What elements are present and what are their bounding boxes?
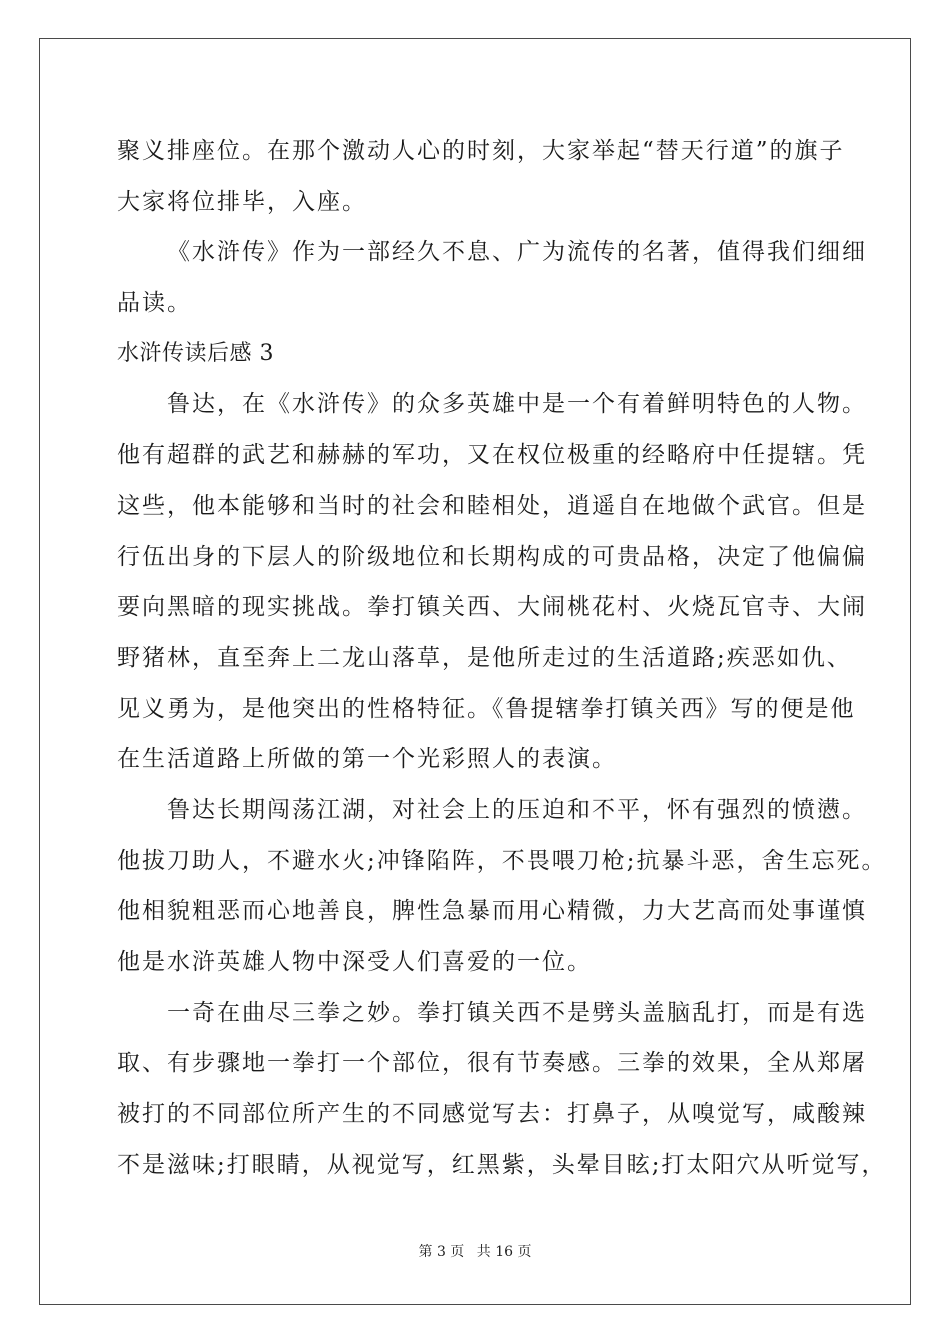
text-line: 在生活道路上所做的第一个光彩照人的表演。 xyxy=(117,746,617,773)
text-line: 他有超群的武艺和赫赫的军功，又在权位极重的经略府中任提辖。凭 xyxy=(117,442,867,469)
text-line: 野猪林，直至奔上二龙山落草，是他所走过的生活道路;疾恶如仇、 xyxy=(117,644,852,671)
text-line: 鲁达，在《水浒传》的众多英雄中是一个有着鲜明特色的人物。 xyxy=(167,391,867,418)
text-line: 《水浒传》作为一部经久不息、广为流传的名著，值得我们细细 xyxy=(167,239,867,266)
text-line: 被打的不同部位所产生的不同感觉写去：打鼻子，从嗅觉写，咸酸辣 xyxy=(117,1101,867,1128)
text-line: 他拔刀助人，不避水火;冲锋陷阵，不畏喂刀枪;抗暴斗恶，舍生忘死。 xyxy=(117,847,887,874)
text-line: 鲁达长期闯荡江湖，对社会上的压迫和不平，怀有强烈的愤懑。 xyxy=(167,796,867,823)
text-line: 要向黑暗的现实挑战。拳打镇关西、大闹桃花村、火烧瓦官寺、大闹 xyxy=(117,594,867,621)
page-number: 第 3 页 xyxy=(418,1244,465,1260)
text-line: 大家将位排毕，入座。 xyxy=(117,188,367,215)
section-heading: 水浒传读后感 3 xyxy=(117,340,274,366)
text-line: 品读。 xyxy=(117,290,192,317)
page-total: 共 16 页 xyxy=(476,1244,532,1260)
text-line: 不是滋味;打眼睛，从视觉写，红黑紫，头晕目眩;打太阳穴从听觉写， xyxy=(117,1151,887,1178)
text-line: 行伍出身的下层人的阶级地位和长期构成的可贵品格，决定了他偏偏 xyxy=(117,543,867,570)
text-line: 聚义排座位。在那个激动人心的时刻，大家举起“替天行道”的旗子 xyxy=(117,138,845,164)
text-line: 这些，他本能够和当时的社会和睦相处，逍遥自在地做个武官。但是 xyxy=(117,492,867,519)
text-line: 取、有步骤地一拳打一个部位，很有节奏感。三拳的效果，全从郑屠 xyxy=(117,1050,867,1077)
text-line: 他相貌粗恶而心地善良，脾性急暴而用心精微，力大艺高而处事谨慎 xyxy=(117,898,867,925)
document-body xyxy=(117,126,887,1190)
text-line: 他是水浒英雄人物中深受人们喜爱的一位。 xyxy=(117,949,592,975)
text-line: 一奇在曲尽三拳之妙。拳打镇关西不是劈头盖脑乱打，而是有选 xyxy=(167,999,867,1026)
page-footer xyxy=(0,1241,950,1261)
text-line: 见义勇为，是他突出的性格特征。《鲁提辖拳打镇关西》写的便是他 xyxy=(117,695,856,722)
